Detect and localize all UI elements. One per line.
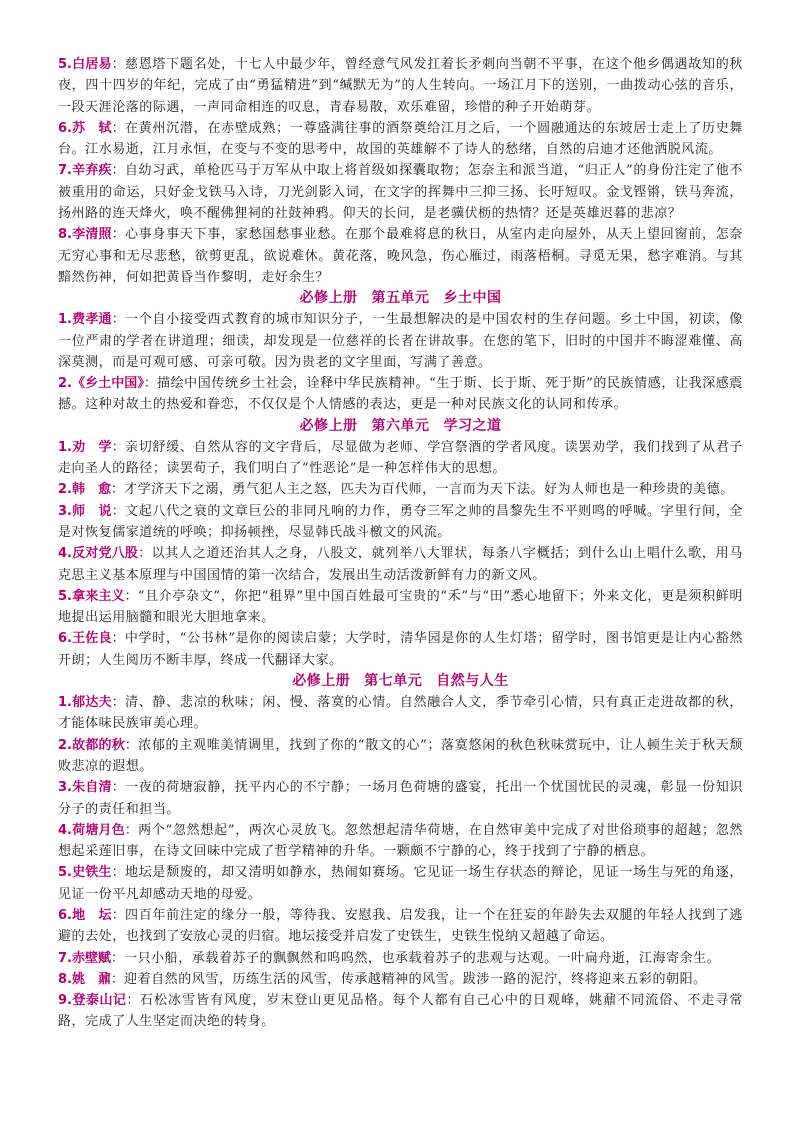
entry-text: 石松冰雪皆有风度，岁末登山更见品格。每个人都有自己心中的日观峰，姚鼐不同流俗、不走寻常路，完成了人生坚定而决绝的转身。 [58, 993, 743, 1030]
entry-colon: ： [111, 695, 125, 711]
entry-colon: ： [111, 971, 125, 987]
entry-text: 自幼习武，单枪匹马于万军从中取上将首级如探囊取物；怎奈主和派当道，“归正人”的身份注定了他不被重用的命运，只好金戈铁马入诗，刀光剑影入词，在文字的挥舞中三抑三扬、长吁短叹。金戈铿锵，铁马奔流，扬州路的连天烽火，唤不醒佛狸祠的社鼓神鸦。仰天的长问，是老骥伏枥的热情？还是英雄迟暮的悲凉？ [58, 163, 743, 222]
entry-text: 在黄州沉潜，在赤壁成熟；一尊盛满往事的酒祭奠给江月之后，一个圆融通达的东坡居士走上了历史舞台。江水易逝，江月永恒，在变与不变的思考中，故国的英雄解不了诗人的愁绪，自然的启迪才还他洒脱风流。 [58, 120, 743, 158]
entry-keyword: 郁达夫 [71, 695, 112, 711]
entry-text: 一只小船，承载着苏子的飘飘然和呜呜然，也承载着苏子的悲观与达观。一叶扁舟逝，江海寄余生。 [124, 950, 721, 966]
entry-keyword: 史铁生 [71, 865, 112, 881]
entry-number: 9. [58, 993, 72, 1009]
entry-number: 3. [58, 503, 72, 519]
entry-text: 以其人之道还治其人之身，八股文，就列举八大罪状，每条八字概括；到什么山上唱什么歌，用马克思主义基本原理与中国国情的第一次结合，发展出生动活泼新鲜有力的新文风。 [58, 546, 743, 583]
entry-keyword: 故都的秋 [71, 737, 125, 753]
entry-paragraph [58, 54, 743, 118]
entry-colon: ： [111, 631, 125, 647]
entry-number: 4. [58, 546, 72, 562]
entry-keyword: 王佐良 [71, 631, 112, 647]
entry-text: 才学济天下之溺，勇气犯人主之怒，匹夫为百代师，一言而为天下法。好为人师也是一种珍贵的美德。 [124, 482, 734, 498]
entry-text: 清、静、悲凉的秋味；闲、慢、落寞的心情。自然融合人文，季节牵引心情，只有真正走进故都的秋，才能体味民族审美心理。 [58, 695, 743, 732]
entry-number: 3. [58, 780, 72, 796]
entry-paragraph [58, 437, 743, 480]
heading-title: 自然与人生 [436, 673, 509, 690]
entry-keyword: 苏 轼 [71, 120, 112, 136]
entry-paragraph [58, 224, 743, 288]
heading-book: 必修上册 [292, 673, 351, 690]
entry-keyword: 白居易 [71, 57, 112, 72]
entry-keyword: 《乡土中国》 [71, 376, 144, 392]
entry-text: 四百年前注定的缘分一般，等待我、安慰我、启发我，让一个在狂妄的年龄失去双腿的年轻人找到了逃避的去处，也找到了安放心灵的归宿。地坛接受并启发了史铁生，史铁生悦纳又超越了命运。 [58, 907, 743, 945]
entry-text: 浓郁的主观唯美情调里，找到了你的“散文的心”；落寞悠闲的秋色秋味赏玩中，让人顿生关于秋天颓败悲凉的遐想。 [58, 737, 743, 774]
entry-colon: ： [124, 588, 138, 604]
entry-number: 7. [58, 163, 72, 179]
entry-keyword: 地 坛 [71, 907, 112, 923]
entry-keyword: 师 说 [71, 503, 112, 519]
entry-paragraph [58, 820, 743, 863]
entry-number: 6. [58, 631, 72, 647]
entry-colon: ： [111, 163, 125, 179]
entry-text: 两个“忽然想起”，两次心灵放飞。忽然想起清华荷塘，在自然审美中完成了对世俗琐事的超越；忽然想起采莲旧事，在诗文回味中完成了哲学精神的升华。一颗颇不宁静的心，终于找到了宁静的栖息。 [58, 822, 743, 860]
entry-text: 慈恩塔下题名处，十七人中最少年，曾经意气风发扛着长矛刺向当朝不平事，在这个他乡偶遇故知的秋夜，四十四岁的年纪，完成了由“勇猛精进”到“缄默无为”的人生转向。一场江月下的送别，一曲拨动心弦的音乐，一段天涯沦落的际遇，一声同命相连的叹息，青春易散，欢乐难留，珍惜的种子开始萌芽。 [58, 57, 743, 115]
entry-number: 5. [58, 57, 72, 72]
entry-paragraph [58, 479, 743, 500]
entry-number: 7. [58, 950, 72, 966]
entry-colon: ： [111, 907, 125, 923]
entry-colon: ： [111, 120, 125, 136]
heading-unit: 第五单元 [371, 290, 430, 307]
entry-paragraph [58, 309, 743, 373]
entry-keyword: 费孝通 [71, 312, 112, 328]
entry-paragraph [58, 735, 743, 778]
entry-paragraph [58, 777, 743, 820]
entry-number: 2. [58, 482, 72, 498]
entry-colon: ： [138, 546, 152, 562]
entry-number: 5. [58, 588, 72, 604]
heading-unit: 第六单元 [371, 417, 430, 434]
entry-paragraph [58, 969, 743, 990]
entry-number: 6. [58, 120, 72, 136]
heading-unit: 第七单元 [364, 673, 423, 690]
entry-colon: ： [111, 865, 125, 881]
entry-number: 5. [58, 865, 72, 881]
entry-colon: ： [143, 376, 157, 392]
entry-keyword: 韩 愈 [71, 482, 111, 498]
entry-number: 8. [58, 971, 72, 987]
entry-colon: ： [111, 482, 125, 498]
entry-keyword: 登泰山记 [71, 993, 127, 1009]
entry-number: 1. [58, 695, 72, 711]
entry-colon: ： [111, 439, 125, 455]
entry-colon: ： [111, 780, 125, 796]
section-heading [58, 416, 743, 437]
entry-paragraph [58, 905, 743, 948]
entry-text: 迎着自然的风雪，历练生活的风雪，传承越精神的风雪。跋涉一路的泥泞，终将迎来五彩的朝阳。 [124, 971, 707, 987]
section-heading [58, 671, 743, 692]
entry-paragraph [58, 373, 743, 416]
entry-keyword: 李清照 [71, 227, 112, 243]
entry-colon: ： [111, 57, 125, 72]
entry-number: 2. [58, 376, 72, 392]
entry-keyword: 姚 鼐 [71, 971, 111, 987]
entry-paragraph [58, 586, 743, 629]
entry-keyword: 荷塘月色 [71, 822, 125, 838]
heading-book: 必修上册 [299, 417, 358, 434]
heading-book: 必修上册 [299, 290, 358, 307]
section-heading [58, 288, 743, 309]
entry-paragraph [58, 160, 743, 224]
entry-paragraph [58, 692, 743, 735]
entry-colon: ： [111, 950, 125, 966]
heading-title: 乡土中国 [443, 290, 502, 307]
entry-number: 8. [58, 227, 72, 243]
entry-number: 6. [58, 907, 72, 923]
entry-text: 一个自小接受西式教育的城市知识分子，一生最想解决的是中国农村的生存问题。乡土中国，初读，像一位严肃的学者在讲道理；细读，却发现是一位慈祥的长者在讲故事。在您的笔下，旧时的中国并不晦涩难懂、高深莫测，而是可观可感、可亲可敬。因为贵老的文字里面，写满了善意。 [58, 312, 743, 370]
heading-title: 学习之道 [443, 417, 502, 434]
entry-text: 中学时，“公书林”是你的阅读启蒙；大学时，清华园是你的人生灯塔；留学时，图书馆更是让内心豁然开朗；人生阅历不断丰厚，终成一代翻译大家。 [58, 631, 743, 668]
entry-paragraph [58, 543, 743, 586]
entry-colon: ： [126, 993, 140, 1009]
entry-paragraph [58, 501, 743, 544]
entry-colon: ： [111, 312, 125, 328]
entry-number: 1. [58, 312, 72, 328]
entry-colon: ： [124, 737, 139, 753]
entry-keyword: 劝 学 [71, 439, 112, 455]
entry-colon: ： [111, 227, 125, 243]
entry-paragraph [58, 990, 743, 1033]
entry-number: 1. [58, 439, 72, 455]
entry-colon: ： [111, 503, 125, 519]
entry-keyword: 辛弃疾 [71, 163, 112, 179]
entry-text: 亲切舒缓、自然从容的文字背后，尽显做为老师、学宫祭酒的学者风度。读罢劝学，我们找到了从君子走向圣人的路径；读罢荀子，我们明白了“性恶论”是一种怎样伟大的思想。 [58, 439, 743, 477]
entry-number: 4. [58, 822, 72, 838]
entry-paragraph [58, 862, 743, 905]
entry-paragraph [58, 948, 743, 969]
entry-paragraph [58, 628, 743, 671]
entry-keyword: 朱自清 [71, 780, 112, 796]
entry-text: 心事身事天下事，家愁国愁事业愁。在那个最难将息的秋日，从室内走向屋外，从天上望回窗前，怎奈无穷心事和无尽悲愁，欲剪更乱，欲说难休。黄花落，晚风急，伤心雁过，雨落梧桐。寻觅无果，愁字难消。与其黯然伤神，何如把黄昏当作黎明，走好余生？ [58, 227, 743, 285]
entry-text: 描绘中国传统乡土社会，诠释中华民族精神。“生于斯、长于斯、死于斯”的民族情感，让我深感震撼。这种对故土的热爱和眷恋，不仅仅是个人情感的表达，更是一种对民族文化的认同和传承。 [58, 376, 743, 413]
entry-paragraph [58, 118, 743, 161]
entry-keyword: 赤壁赋 [71, 950, 111, 966]
entry-keyword: 拿来主义 [71, 588, 125, 604]
entry-text: 地坛是颓废的，却又清明如静水，热闹如赛场。它见证一场生存状态的辩论，见证一场生与死的角逐，见证一份平凡却感动天地的母爱。 [58, 865, 743, 902]
entry-text: 一夜的荷塘寂静，抚平内心的不宁静；一场月色荷塘的盛宴，托出一个忧国忧民的灵魂，彰显一份知识分子的责任和担当。 [58, 780, 743, 817]
entry-keyword: 反对党八股 [71, 546, 139, 562]
entry-text: “且介亭杂文”，你把“租界”里中国百姓最可宝贵的“禾”与“田”悉心地留下；外来文化，更是须积鲜明地提出运用脑髓和眼光大胆地拿来。 [58, 588, 743, 626]
entry-number: 2. [58, 737, 72, 753]
entry-colon: ： [124, 822, 139, 838]
entry-text: 文起八代之衰的文章巨公的非同凡响的力作，勇夺三军之帅的昌黎先生不平则鸣的呼喊。字里行间，全是对恢复儒家道统的呼唤；抑扬顿挫，尽显韩氏战斗檄文的风流。 [58, 503, 743, 540]
